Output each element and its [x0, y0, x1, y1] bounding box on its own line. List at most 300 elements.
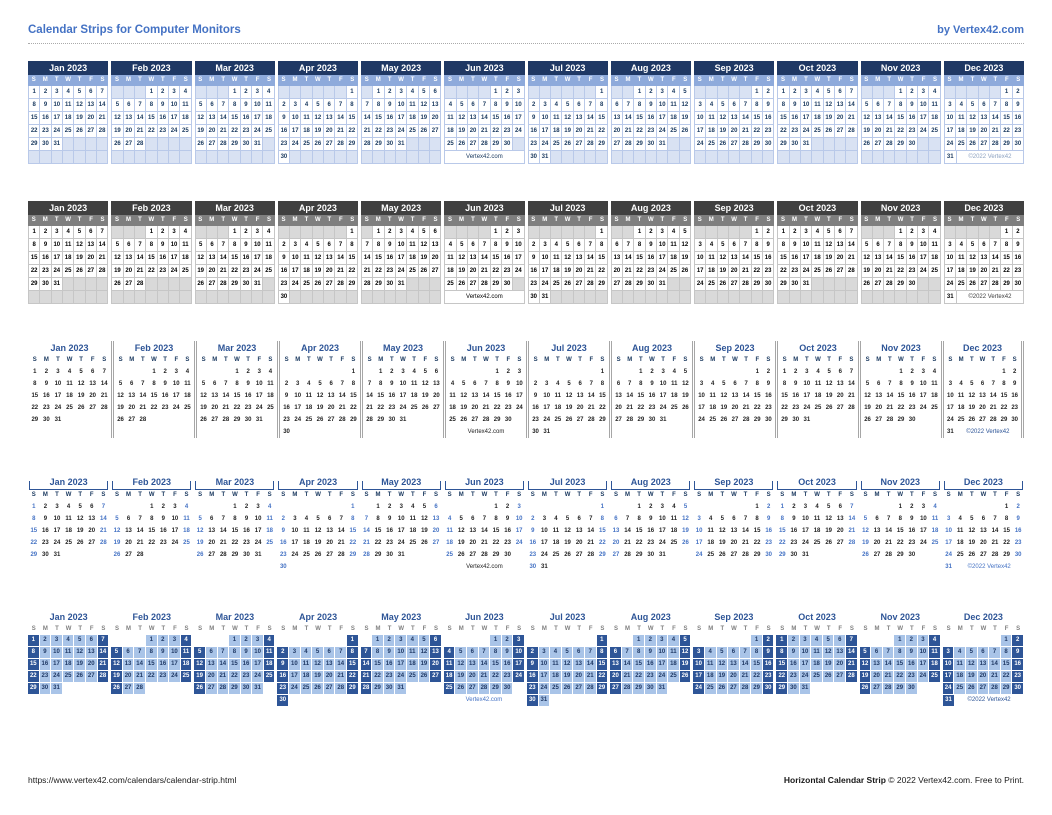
day-row — [861, 138, 941, 151]
day-cell: 24 — [397, 540, 405, 546]
day-cell: 22 — [897, 405, 905, 411]
empty-cell — [918, 683, 929, 694]
weekday-label: T — [141, 357, 145, 363]
empty-cell — [585, 86, 596, 99]
day-cell: 9 — [246, 381, 250, 387]
month-aug — [610, 475, 691, 573]
day-cell: 6 — [728, 647, 739, 658]
weekday-label: M — [126, 492, 132, 498]
source-url[interactable]: https://www.vertex42.com/calendars/calendar-strip.html — [28, 775, 237, 785]
day-row — [779, 366, 857, 378]
day-cell: 15 — [634, 252, 645, 265]
month-oct — [775, 341, 858, 438]
day-cell: 15 — [1001, 252, 1012, 265]
weekday-label: F — [256, 626, 260, 632]
weekday-label: F — [418, 215, 429, 226]
day-cell: 17 — [543, 405, 551, 411]
empty-cell — [396, 151, 407, 164]
day-cell: 6 — [838, 504, 842, 510]
month-feb — [111, 61, 191, 164]
day-cell: 31 — [800, 683, 811, 694]
weekday-label: T — [473, 357, 477, 363]
day-cell: 5 — [970, 516, 974, 522]
day-cell: 10 — [396, 99, 407, 112]
weekday-label: T — [138, 492, 142, 498]
day-cell: 31 — [541, 564, 548, 570]
day-cell: 3 — [944, 99, 956, 112]
calendar-strips — [28, 61, 1024, 707]
day-cell: 2 — [387, 504, 392, 510]
day-cell: 14 — [623, 112, 634, 125]
day-cell: 19 — [680, 659, 691, 670]
day-cell: 21 — [585, 125, 596, 138]
day-cell: 24 — [657, 125, 668, 138]
day-cell: 2 — [505, 504, 510, 510]
copyright-text: ©2022 Vertex42 — [967, 564, 1011, 570]
day-cell: 22 — [599, 405, 606, 411]
empty-cell — [169, 151, 180, 164]
day-cell: 27 — [86, 671, 97, 682]
empty-cell — [447, 366, 458, 378]
day-cell: 17 — [172, 393, 180, 399]
day-row — [944, 112, 1024, 125]
empty-cell — [324, 635, 335, 646]
day-cell: 9 — [502, 99, 513, 112]
empty-cell — [624, 426, 635, 438]
empty-cell — [313, 291, 324, 304]
month-feb — [111, 341, 194, 438]
weekday-label: T — [554, 492, 558, 498]
weekday-label: W — [481, 492, 488, 498]
weekday-header-row — [111, 490, 192, 501]
day-cell: 25 — [65, 540, 72, 546]
weekday-label: T — [577, 492, 581, 498]
day-cell: 18 — [301, 265, 312, 278]
empty-cell — [407, 695, 418, 706]
weekday-label: T — [969, 357, 974, 363]
weekday-label: S — [530, 492, 535, 498]
weekday-label: F — [256, 492, 260, 498]
day-cell: 9 — [767, 516, 771, 522]
weekday-label: S — [694, 215, 705, 226]
day-row — [694, 112, 774, 125]
day-cell: 27 — [207, 278, 218, 291]
empty-cell — [918, 695, 929, 706]
day-cell: 5 — [683, 504, 688, 510]
day-cell: 14 — [846, 239, 857, 252]
empty-cell — [883, 695, 894, 706]
weekday-label: W — [312, 75, 323, 86]
day-cell: 7 — [135, 99, 146, 112]
day-cell: 21 — [366, 405, 373, 411]
empty-cell — [846, 549, 858, 561]
day-cell: 6 — [327, 516, 332, 522]
day-cell: 14 — [338, 393, 346, 399]
strip-blue-underline — [28, 475, 1024, 573]
empty-cell — [313, 151, 324, 164]
day-cell: 19 — [966, 671, 977, 682]
day-cell: 16 — [528, 125, 540, 138]
day-cell: 23 — [763, 265, 774, 278]
empty-cell — [430, 695, 441, 706]
day-cell: 8 — [596, 99, 607, 112]
day-cell: 10 — [169, 239, 180, 252]
empty-cell — [480, 366, 491, 378]
weekday-label: T — [657, 75, 668, 86]
empty-cell — [550, 635, 561, 646]
day-cell: 5 — [683, 369, 688, 375]
day-cell: 4 — [959, 381, 963, 387]
weekday-label: F — [755, 492, 759, 498]
day-cell: 6 — [871, 647, 882, 658]
day-cell: 11 — [931, 381, 938, 387]
day-cell: 8 — [780, 516, 784, 522]
day-cell: 1 — [233, 504, 237, 510]
empty-cell — [409, 426, 420, 438]
day-cell: 9 — [794, 381, 798, 387]
day-cell: 2 — [43, 504, 48, 510]
month-jul — [526, 341, 609, 438]
empty-cell — [550, 501, 562, 513]
empty-cell — [135, 86, 146, 99]
day-cell: 11 — [813, 516, 821, 522]
day-cell: 14 — [97, 239, 108, 252]
empty-cell — [74, 561, 86, 573]
day-cell: 2 — [40, 86, 51, 99]
day-cell: 16 — [244, 393, 252, 399]
day-row — [361, 635, 442, 647]
day-cell: 25 — [184, 405, 191, 411]
day-cell: 19 — [457, 540, 465, 546]
day-cell: 11 — [183, 516, 190, 522]
day-cell: 29 — [637, 417, 645, 423]
day-cell: 26 — [718, 138, 729, 151]
day-cell: 26 — [864, 417, 871, 423]
day-row — [111, 683, 192, 695]
day-cell: 14 — [139, 393, 147, 399]
day-cell: 5 — [419, 635, 430, 646]
weekday-label: M — [544, 357, 550, 363]
day-cell: 13 — [979, 112, 990, 125]
weekday-label: S — [697, 492, 702, 498]
month-title: Aug 2023 — [611, 61, 691, 75]
day-cell: 23 — [528, 138, 540, 151]
day-cell: 20 — [730, 540, 738, 546]
day-cell: 6 — [207, 239, 218, 252]
day-row — [278, 239, 358, 252]
day-cell: 5 — [718, 99, 729, 112]
empty-cell — [86, 683, 97, 694]
day-cell: 5 — [865, 381, 870, 387]
day-cell: 10 — [945, 528, 952, 534]
day-row — [611, 138, 691, 151]
weekday-label: T — [637, 626, 641, 632]
day-cell: 23 — [528, 278, 540, 291]
day-cell: 9 — [277, 659, 288, 670]
day-cell: 8 — [637, 516, 641, 522]
day-cell: 14 — [883, 659, 894, 670]
day-row — [776, 549, 857, 561]
day-cell: 13 — [836, 381, 844, 387]
day-cell: 8 — [600, 516, 605, 522]
empty-cell — [801, 426, 812, 438]
month-nov — [861, 61, 941, 164]
day-cell: 18 — [305, 405, 313, 411]
day-cell: 11 — [63, 239, 74, 252]
day-cell: 14 — [218, 112, 229, 125]
day-cell: 10 — [800, 647, 811, 658]
day-cell: 7 — [134, 647, 145, 658]
empty-cell — [277, 635, 288, 646]
day-cell: 17 — [395, 659, 406, 670]
empty-cell — [479, 226, 490, 239]
empty-cell — [823, 561, 835, 573]
empty-cell — [86, 549, 98, 561]
day-cell: 12 — [455, 659, 466, 670]
day-cell: 28 — [742, 417, 750, 423]
day-row — [28, 683, 109, 695]
weekday-header-row — [111, 215, 191, 226]
day-cell: 27 — [324, 138, 335, 151]
empty-cell — [86, 561, 98, 573]
weekday-label: T — [720, 626, 725, 632]
empty-cell — [63, 695, 74, 706]
day-cell: 19 — [74, 252, 85, 265]
empty-cell — [918, 151, 929, 164]
day-row — [693, 525, 774, 537]
weekday-label: S — [347, 215, 358, 226]
day-cell: 8 — [777, 239, 789, 252]
day-row — [444, 537, 525, 549]
day-cell: 29 — [491, 278, 502, 291]
weekday-header-row — [444, 75, 524, 86]
day-cell: 9 — [278, 112, 290, 125]
weekday-label: T — [327, 626, 332, 632]
day-cell: 6 — [574, 239, 585, 252]
day-cell: 24 — [252, 671, 263, 682]
day-cell: 30 — [907, 138, 918, 151]
watermark-text: Vertex42.com — [466, 564, 503, 570]
weekday-label: M — [789, 215, 800, 226]
day-cell: 1 — [597, 635, 608, 646]
empty-cell — [967, 86, 978, 99]
empty-cell — [585, 501, 597, 513]
empty-cell — [148, 414, 159, 426]
day-cell: 17 — [919, 393, 927, 399]
day-cell: 10 — [513, 239, 524, 252]
day-cell: 7 — [484, 381, 488, 387]
day-row — [777, 125, 857, 138]
day-cell: 14 — [622, 659, 633, 670]
day-cell: 28 — [363, 552, 370, 558]
day-cell: 4 — [63, 86, 74, 99]
weekday-header-row — [696, 355, 774, 366]
empty-cell — [115, 366, 126, 378]
month-jan — [28, 610, 109, 707]
day-cell: 6 — [206, 647, 217, 658]
weekday-header-row — [198, 355, 276, 366]
day-cell: 1 — [637, 504, 641, 510]
empty-cell — [40, 151, 51, 164]
weekday-label: T — [470, 492, 475, 498]
day-cell: 12 — [117, 393, 124, 399]
day-cell: 10 — [802, 516, 809, 522]
empty-cell — [610, 501, 622, 513]
day-cell: 17 — [169, 659, 180, 670]
day-cell: 16 — [763, 659, 774, 670]
empty-cell — [918, 278, 929, 291]
empty-cell — [824, 414, 835, 426]
empty-cell — [98, 414, 110, 426]
day-cell: 2 — [531, 516, 535, 522]
empty-cell — [373, 291, 384, 304]
day-row — [444, 525, 525, 537]
month-title: Dec 2023 — [963, 612, 1003, 622]
day-row — [111, 112, 191, 125]
day-cell: 24 — [51, 671, 62, 682]
day-cell: 19 — [717, 671, 728, 682]
empty-cell — [633, 561, 645, 573]
weekday-label: F — [668, 75, 679, 86]
day-cell: 15 — [493, 393, 501, 399]
empty-cell — [622, 695, 633, 706]
day-row — [364, 378, 442, 390]
day-cell: 14 — [482, 393, 490, 399]
empty-cell — [241, 291, 252, 304]
day-cell: 27 — [574, 138, 585, 151]
day-cell: 21 — [885, 540, 892, 546]
empty-cell — [611, 226, 623, 239]
day-cell: 5 — [195, 239, 207, 252]
day-cell: 9 — [244, 516, 249, 522]
day-cell: 19 — [718, 265, 729, 278]
day-cell: 2 — [1016, 504, 1020, 510]
watermark-text: Vertex42.com — [444, 151, 524, 164]
day-row — [115, 378, 193, 390]
empty-cell — [158, 138, 169, 151]
day-cell: 26 — [967, 278, 978, 291]
day-cell: 18 — [303, 540, 310, 546]
empty-cell — [823, 683, 834, 694]
day-cell: 29 — [895, 278, 906, 291]
day-cell: 5 — [717, 647, 728, 658]
day-cell: 24 — [540, 278, 551, 291]
day-cell: 25 — [66, 405, 73, 411]
day-cell: 14 — [361, 252, 373, 265]
day-cell: 29 — [752, 138, 763, 151]
day-cell: 3 — [396, 86, 407, 99]
day-cell: 16 — [790, 112, 801, 125]
day-cell: 5 — [115, 516, 119, 522]
day-cell: 21 — [623, 125, 634, 138]
day-row — [530, 378, 608, 390]
weekday-label: W — [645, 75, 656, 86]
day-cell: 11 — [551, 112, 562, 125]
day-cell: 23 — [790, 125, 801, 138]
weekday-label: W — [229, 215, 240, 226]
day-cell: 14 — [363, 528, 370, 534]
day-cell: 3 — [946, 516, 951, 522]
empty-cell — [610, 635, 621, 646]
empty-cell — [944, 86, 956, 99]
day-row — [862, 414, 940, 426]
weekday-label: S — [267, 626, 272, 632]
month-jul — [527, 610, 608, 707]
day-cell: 26 — [564, 552, 571, 558]
day-cell: 4 — [929, 226, 940, 239]
byline-link[interactable]: by Vertex42.com — [937, 24, 1024, 36]
month-title: Jun 2023 — [445, 475, 524, 490]
day-cell: 16 — [1013, 252, 1024, 265]
day-cell: 29 — [233, 417, 241, 423]
day-row — [528, 99, 608, 112]
day-cell: 7 — [102, 369, 106, 375]
weekday-label: M — [957, 626, 963, 632]
day-row — [194, 695, 275, 707]
day-cell: 1 — [777, 226, 789, 239]
day-cell: 11 — [301, 112, 312, 125]
day-cell: 20 — [326, 540, 333, 546]
day-cell: 16 — [278, 265, 290, 278]
day-row — [111, 239, 191, 252]
weekday-label: M — [627, 357, 633, 363]
day-cell: 12 — [562, 659, 573, 670]
empty-cell — [929, 549, 941, 561]
day-cell: 10 — [695, 528, 703, 534]
day-cell: 23 — [158, 125, 169, 138]
day-cell: 8 — [28, 99, 40, 112]
weekday-label: S — [944, 75, 955, 86]
day-cell: 2 — [281, 516, 285, 522]
day-cell: 14 — [886, 393, 894, 399]
empty-cell — [680, 683, 691, 694]
month-title: Feb 2023 — [132, 612, 171, 622]
day-row — [613, 366, 691, 378]
day-cell: 31 — [52, 138, 63, 151]
day-cell: 16 — [502, 112, 513, 125]
empty-cell — [158, 291, 169, 304]
day-cell: 28 — [219, 552, 227, 558]
day-cell: 24 — [513, 125, 524, 138]
day-cell: 2 — [244, 504, 249, 510]
weekday-label: T — [886, 492, 891, 498]
day-cell: 14 — [742, 528, 749, 534]
empty-cell — [694, 151, 706, 164]
day-cell: 11 — [707, 528, 714, 534]
day-cell: 25 — [929, 125, 940, 138]
day-row — [278, 291, 358, 304]
day-cell: 30 — [788, 683, 799, 694]
day-cell: 2 — [910, 369, 914, 375]
day-cell: 20 — [835, 112, 846, 125]
weekday-label: T — [969, 492, 974, 498]
empty-cell — [873, 366, 884, 378]
day-cell: 3 — [399, 504, 403, 510]
day-cell: 19 — [419, 659, 430, 670]
empty-cell — [194, 695, 205, 706]
empty-cell — [396, 291, 407, 304]
empty-cell — [220, 366, 231, 378]
day-cell: 2 — [241, 86, 252, 99]
day-cell: 31 — [801, 138, 812, 151]
weekday-label: T — [909, 626, 914, 632]
day-cell: 25 — [670, 540, 678, 546]
day-cell: 21 — [585, 671, 596, 682]
day-row — [364, 390, 442, 402]
day-cell: 20 — [468, 125, 479, 138]
weekday-label: S — [528, 215, 539, 226]
day-cell: 30 — [386, 552, 393, 558]
